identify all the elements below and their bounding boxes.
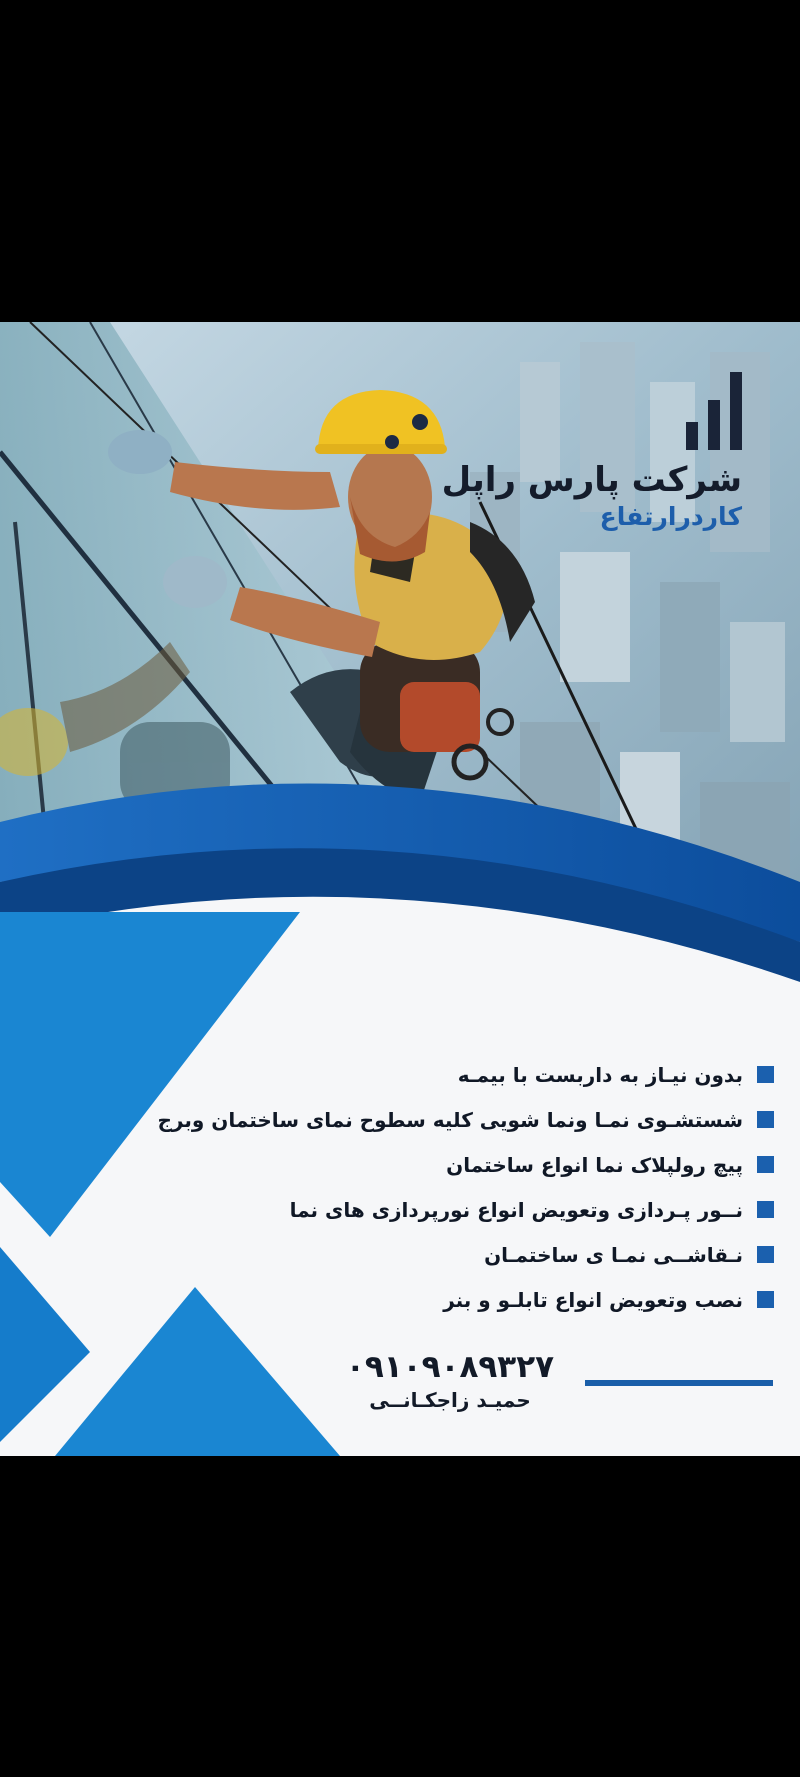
brand-block: [412, 372, 742, 533]
square-bullet-icon: [757, 1111, 774, 1128]
square-bullet-icon: [757, 1066, 774, 1083]
square-bullet-icon: [757, 1156, 774, 1173]
square-bullet-icon: [757, 1246, 774, 1263]
bar-logo-icon: [678, 372, 742, 450]
service-text: شستشـوی نمـا ونما شویی کلیه سطوح نمای ساختمان وبرج: [157, 1107, 743, 1132]
phone-number[interactable]: ۰۹۱۰۹۰۸۹۳۲۷: [345, 1349, 555, 1385]
poster: [0, 322, 800, 1456]
divider-line: [585, 1380, 773, 1386]
company-tagline: کاردرارتفاع: [599, 501, 742, 531]
list-item: [174, 1142, 774, 1187]
square-bullet-icon: [757, 1291, 774, 1308]
list-item: [174, 1232, 774, 1277]
service-text: پیچ رولپلاک نما انواع ساختمان: [446, 1152, 743, 1177]
list-item: [174, 1187, 774, 1232]
service-text: نـقاشــی نمـا ی ساختمـان: [484, 1242, 743, 1267]
contact-block: [345, 1350, 555, 1412]
company-name: شرکت پارس راپل: [441, 460, 742, 500]
list-item: [157, 1097, 774, 1142]
service-text: نصب وتعویض انواع تابلـو و بنر: [443, 1287, 743, 1312]
service-text: بدون نیـاز به داربست با بیمـه: [457, 1062, 743, 1087]
services-list: [157, 1052, 774, 1322]
contact-name: حمیـد زاجکـانــی: [369, 1388, 531, 1413]
list-item: [174, 1052, 774, 1097]
list-item: [174, 1277, 774, 1322]
service-text: نــور پـردازی وتعویض انواع نورپردازی های نما: [289, 1197, 743, 1222]
square-bullet-icon: [757, 1201, 774, 1218]
